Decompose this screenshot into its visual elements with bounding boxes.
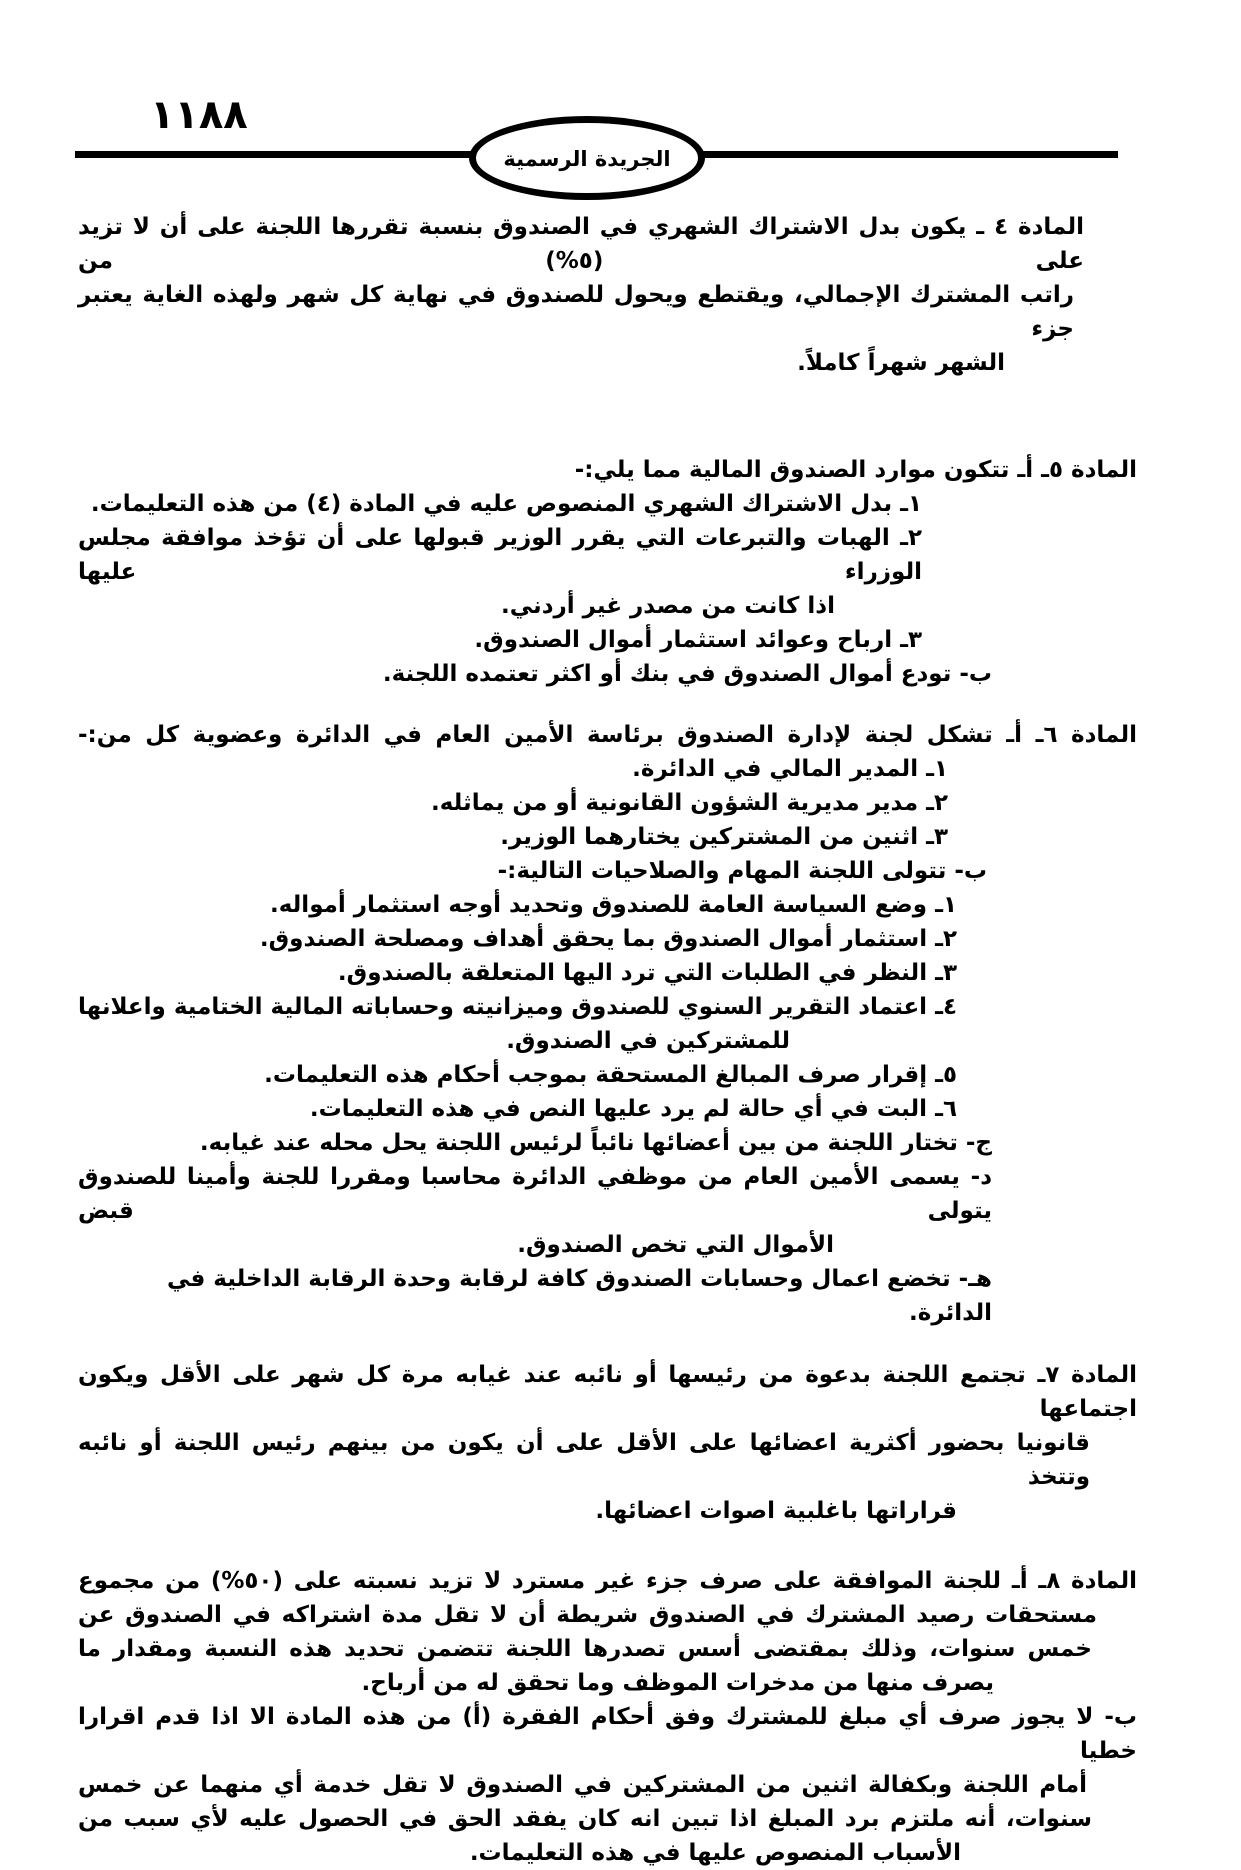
text-line: سنوات، أنه ملتزم برد المبلغ اذا تبين انه كان يفقد الحق في الحصول عليه لأي سبب من xyxy=(78,1806,1092,1832)
text-line: ج- تختار اللجنة من بين أعضائها نائباً لرئيس اللجنة يحل محله عند غيابه. xyxy=(199,1130,992,1156)
text-line: ب- تتولى اللجنة المهام والصلاحيات التالية:- xyxy=(497,858,987,884)
text-line: الأسباب المنصوص عليها في هذه التعليمات. xyxy=(469,1840,961,1866)
text-line: مستحقات رصيد المشترك في الصندوق شريطة أن لا تقل مدة اشتراكه في الصندوق عن xyxy=(78,1602,1097,1628)
text-line: هـ- تخضع اعمال وحسابات الصندوق كافة لرقابة وحدة الرقابة الداخلية في الدائرة. xyxy=(166,1266,992,1326)
text-line: المادة ٨ـ أـ للجنة الموافقة على صرف جزء غير مسترد لا تزيد نسبته على (٥٠%) من مجموع xyxy=(78,1568,1137,1594)
text-line: ٢ـ مدير مديرية الشؤون القانونية أو من يماثله. xyxy=(430,790,948,816)
text-line: ب- تودع أموال الصندوق في بنك أو اكثر تعتمده اللجنة. xyxy=(382,661,992,687)
text-line: الشهر شهراً كاملاً. xyxy=(797,350,1005,376)
text-line: ب- لا يجوز صرف أي مبلغ للمشترك وفق أحكام الفقرة (أ) من هذه المادة الا اذا قدم اقرارا خطيا xyxy=(78,1704,1137,1764)
text-line: ٤ـ اعتماد التقرير السنوي للصندوق وميزانيته وحساباته المالية الختامية واعلانها xyxy=(78,994,957,1020)
text-line: ٥ـ إقرار صرف المبالغ المستحقة بموجب أحكام هذه التعليمات. xyxy=(264,1062,957,1088)
text-line: د- يسمى الأمين العام من موظفي الدائرة محاسبا ومقررا للجنة وأمينا للصندوق يتولى قبض xyxy=(78,1164,992,1224)
article-6 xyxy=(78,718,1137,1330)
article-8 xyxy=(78,1564,1137,1870)
text-line: ١ـ بدل الاشتراك الشهري المنصوص عليه في المادة (٤) من هذه التعليمات. xyxy=(90,491,922,517)
text-line: ٢ـ الهبات والتبرعات التي يقرر الوزير قبولها على أن تؤخذ موافقة مجلس الوزراء عليها xyxy=(78,525,922,585)
text-line: المادة ٧ـ تجتمع اللجنة بدعوة من رئيسها أو نائبه عند غيابه مرة كل شهر على الأقل ويكون اجتماعها xyxy=(78,1362,1137,1422)
gazette-badge xyxy=(469,116,705,200)
text-line: ٣ـ النظر في الطلبات التي ترد اليها المتعلقة بالصندوق. xyxy=(337,960,957,986)
gazette-badge-label: الجريدة الرسمية xyxy=(503,147,671,171)
text-line: ٦ـ البت في أي حالة لم يرد عليها النص في هذه التعليمات. xyxy=(309,1096,957,1122)
text-line: ٣ـ ارباح وعوائد استثمار أموال الصندوق. xyxy=(474,627,922,653)
text-line: ١ـ المدير المالي في الدائرة. xyxy=(632,756,948,782)
text-line: قراراتها باغلبية اصوات اعضائها. xyxy=(595,1498,957,1524)
text-line: ١ـ وضع السياسة العامة للصندوق وتحديد أوجه استثمار أمواله. xyxy=(269,892,957,918)
text-line: المادة ٦ـ أـ تشكل لجنة لإدارة الصندوق برئاسة الأمين العام في الدائرة وعضوية كل من:- xyxy=(78,722,1138,748)
text-line: اذا كانت من مصدر غير أردني. xyxy=(501,593,835,619)
text-line: للمشتركين في الصندوق. xyxy=(506,1028,790,1054)
text-line: راتب المشترك الإجمالي، ويقتطع ويحول للصندوق في نهاية كل شهر ولهذه الغاية يعتبر جزء xyxy=(78,282,1074,342)
text-line: أمام اللجنة وبكفالة اثنين من المشتركين في الصندوق لا تقل خدمة أي منهما عن خمس xyxy=(78,1772,1087,1798)
article-7 xyxy=(78,1358,1137,1528)
page-number: ١١٨٨ xyxy=(150,92,248,138)
text-line: المادة ٤ ـ يكون بدل الاشتراك الشهري في الصندوق بنسبة تقررها اللجنة على أن لا تزيد على (٥%) من xyxy=(78,214,1084,274)
article-5 xyxy=(78,453,1137,691)
text-line: الأموال التي تخص الصندوق. xyxy=(517,1232,834,1258)
text-line: ٣ـ اثنين من المشتركين يختارهما الوزير. xyxy=(500,824,948,850)
text-line: خمس سنوات، وذلك بمقتضى أسس تصدرها اللجنة تتضمن تحديد هذه النسبة ومقدار ما xyxy=(78,1636,1092,1662)
text-line: ٢ـ استثمار أموال الصندوق بما يحقق أهداف ومصلحة الصندوق. xyxy=(259,926,957,952)
document-body xyxy=(78,210,1137,1870)
article-4 xyxy=(78,210,1137,380)
text-line: قانونيا بحضور أكثرية اعضائها على الأقل على أن يكون من بينهم رئيس اللجنة أو نائبه وتتخذ xyxy=(78,1430,1090,1490)
text-line: يصرف منها من مدخرات الموظف وما تحقق له من أرباح. xyxy=(361,1670,994,1696)
text-line: المادة ٥ـ أـ تتكون موارد الصندوق المالية مما يلي:- xyxy=(574,457,1137,483)
